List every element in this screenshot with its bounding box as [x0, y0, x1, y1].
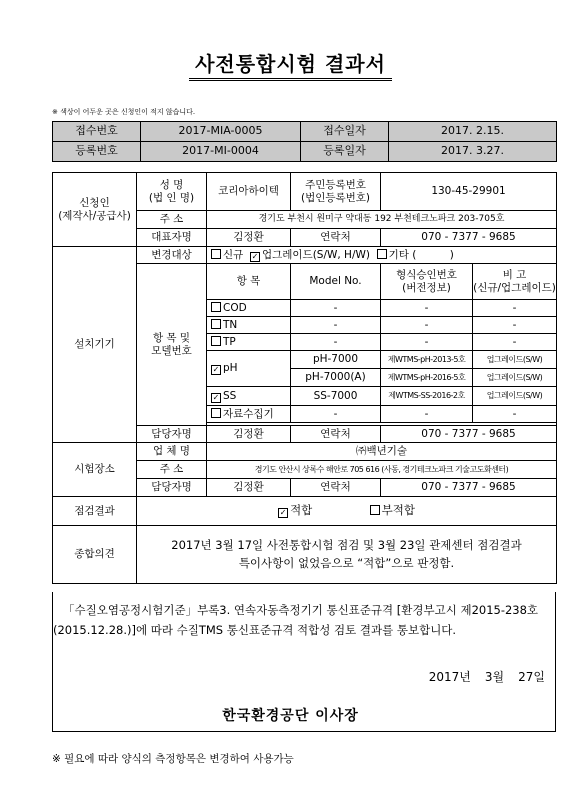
inspection-label: 점검결과 [53, 497, 137, 526]
site-company-value: ㈜백년기술 [207, 443, 557, 461]
change-new-label: 신규 [223, 248, 244, 261]
applicant-rep-value: 김정환 [207, 229, 291, 247]
applicant-name-label: 성 명 (법 인 명) [137, 173, 207, 211]
items-models-label: 항 목 및 모델번호 [137, 264, 207, 426]
approval-ss: 제WTMS-SS-2016-2호 [381, 387, 473, 406]
checkbox-tn [211, 319, 221, 329]
applicant-addr-value: 경기도 부천시 원미구 약대동 192 부천테크노파크 203-705호 [207, 211, 557, 229]
receipt-no-label: 접수번호 [53, 122, 141, 142]
change-upgrade-label: 업그레이드(S/W, H/W) [261, 248, 370, 261]
model-cod: - [291, 300, 381, 317]
registration-row [53, 142, 557, 162]
change-other-label: 기타 ( ) [388, 248, 454, 261]
col-note-header: 비 고 (신규/업그레이드) [473, 264, 557, 300]
approval-tp: - [381, 334, 473, 351]
document-title: 사전통합시험 결과서 [0, 48, 581, 77]
reg-date-label: 등록일자 [301, 142, 389, 162]
applicant-name-value: 코리아하이텍 [207, 173, 291, 211]
reg-date-value: 2017. 3.27. [389, 142, 557, 162]
applicant-contact-value: 070 - 7377 - 9685 [381, 229, 557, 247]
issuer: 한국환경공단 이사장 [222, 708, 359, 724]
model-data-logger: - [291, 406, 381, 423]
item-cod: COD [207, 300, 291, 317]
issue-month: 3월 [484, 670, 505, 684]
opinion-line-2: 특이사항이 없었음으로 “적합”으로 판정함. [238, 555, 455, 570]
applicant-section-label: 신청인 (제작사/공급사) [53, 173, 137, 247]
site-addr-label: 주 소 [137, 461, 207, 479]
applicant-id-value: 130-45-29901 [381, 173, 557, 211]
checkbox-tp [211, 336, 221, 346]
receipt-no-value: 2017-MIA-0005 [141, 122, 301, 142]
note-tp: - [473, 334, 557, 351]
issue-year: 2017년 [428, 670, 471, 684]
model-tp: - [291, 334, 381, 351]
opinion-text [137, 526, 557, 584]
top-note: ※ 색상이 어두운 곳은 신청인이 적지 않습니다. [52, 108, 196, 116]
item-data-logger: 자료수집기 [207, 406, 291, 423]
checkbox-upgrade: ✓ [251, 251, 259, 261]
item-tn: TN [207, 317, 291, 334]
item-ss: ✓ SS [207, 387, 291, 406]
equipment-section-label: 설치기기 [53, 247, 137, 443]
main-form-table [52, 172, 557, 584]
equipment-contact-value: 070 - 7377 - 9685 [381, 426, 557, 443]
receipt-date-label: 접수일자 [301, 122, 389, 142]
note-tn: - [473, 317, 557, 334]
approval-tn: - [381, 317, 473, 334]
site-manager-value: 김정환 [207, 479, 291, 497]
model-ss: SS-7000 [291, 387, 381, 406]
inspection-result [137, 497, 557, 526]
col-item-header: 항 목 [207, 264, 291, 300]
model-tn: - [291, 317, 381, 334]
model-ph-1: pH-7000 [291, 351, 381, 369]
col-model-header: Model No. [291, 264, 381, 300]
reg-no-value: 2017-MI-0004 [141, 142, 301, 162]
notice-text: 「수질오염공정시험기준」부록3. 연속자동측정기기 통신표준규격 [환경부고시 제2015-238호(2015.12.28.)]에 따라 수질TMS 통신표준규격 적합성 검토 결과를 통보합니다. [53, 603, 539, 638]
applicant-contact-label: 연락처 [291, 229, 381, 247]
equipment-contact-label: 연락처 [291, 426, 381, 443]
note-ph-1: 업그레이드(S/W) [473, 351, 557, 369]
approval-ph-1: 제WTMS-pH-2013-5호 [381, 351, 473, 369]
registration-table [52, 121, 557, 162]
equipment-manager-value: 김정환 [207, 426, 291, 443]
site-addr-value: 경기도 안산시 상록수 해안로 705 616 (사동, 경기테크노파크 기술고도화센터) [207, 461, 557, 479]
note-ph-2: 업그레이드(S/W) [473, 369, 557, 387]
inspection-fail-label: 부적합 [381, 503, 415, 517]
test-site-section-label: 시험장소 [53, 443, 137, 497]
model-ph-2: pH-7000(A) [291, 369, 381, 387]
note-cod: - [473, 300, 557, 317]
receipt-date-value: 2017. 2.15. [389, 122, 557, 142]
opinion-label: 종합의견 [53, 526, 137, 584]
note-ss: 업그레이드(S/W) [473, 387, 557, 406]
approval-ph-2: 제WTMS-pH-2016-5호 [381, 369, 473, 387]
site-company-label: 업 체 명 [137, 443, 207, 461]
item-ph: ✓ pH [207, 351, 291, 387]
checkbox-cod [211, 302, 221, 312]
approval-cod: - [381, 300, 473, 317]
item-tp: TP [207, 334, 291, 351]
checkbox-fail [370, 505, 380, 515]
issue-day: 27일 [518, 670, 545, 684]
change-target-label: 변경대상 [137, 247, 207, 264]
reg-no-label: 등록번호 [53, 142, 141, 162]
checkbox-other [377, 249, 387, 259]
checkbox-ph: ✓ [212, 365, 220, 374]
checkbox-ss: ✓ [212, 392, 220, 402]
applicant-rep-label: 대표자명 [137, 229, 207, 247]
approval-data-logger: - [381, 406, 473, 423]
site-manager-label: 담당자명 [137, 479, 207, 497]
site-contact-label: 연락처 [291, 479, 381, 497]
equipment-manager-label: 담당자명 [137, 426, 207, 443]
checkbox-pass: ✓ [279, 508, 287, 517]
issue-date [0, 668, 545, 685]
footnote: ※ 필요에 따라 양식의 측정항목은 변경하여 사용가능 [52, 753, 294, 765]
opinion-line-1: 2017년 3월 17일 사전통합시험 점검 및 3월 23일 관제센터 점검결과 [171, 538, 522, 553]
inspection-pass-label: 적합 [290, 503, 313, 517]
checkbox-data-logger [211, 408, 221, 418]
change-target-options [207, 247, 557, 264]
col-approval-header: 형식승인번호 (버전정보) [381, 264, 473, 300]
site-contact-value: 070 - 7377 - 9685 [381, 479, 557, 497]
note-data-logger: - [473, 406, 557, 423]
applicant-addr-label: 주 소 [137, 211, 207, 229]
checkbox-new [211, 249, 221, 259]
receipt-row [53, 122, 557, 142]
applicant-id-label: 주민등록번호 (법인등록번호) [291, 173, 381, 211]
